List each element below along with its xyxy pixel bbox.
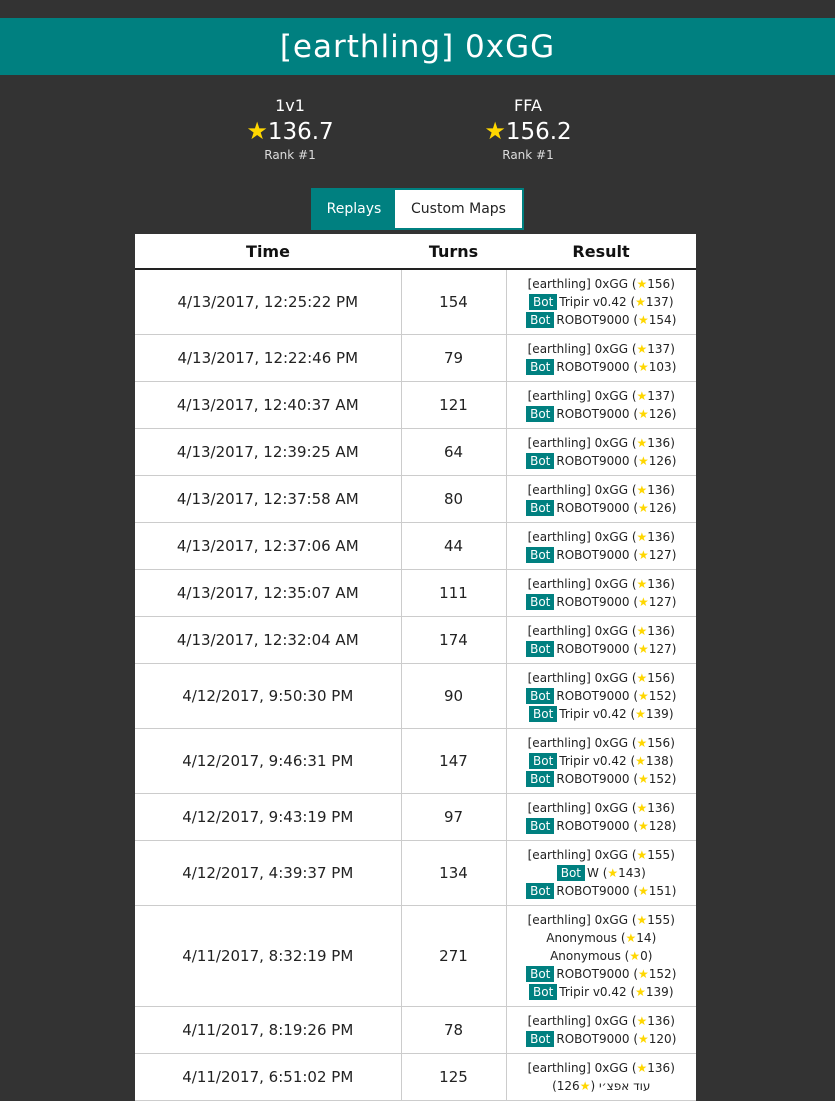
replay-time: 4/13/2017, 12:32:04 AM — [135, 616, 401, 663]
result-player: [earthling] 0xGG (★136) — [527, 482, 675, 497]
replay-result — [506, 793, 696, 840]
player-stars: 127 — [648, 594, 672, 609]
player-name[interactable]: ROBOT9000 — [556, 500, 630, 515]
replay-turns: 121 — [401, 381, 506, 428]
replay-time: 4/13/2017, 12:37:06 AM — [135, 522, 401, 569]
result-player: Bot Tripir v0.42 (★139) — [507, 705, 697, 723]
star-icon: ★ — [638, 500, 649, 515]
star-icon: ★ — [625, 930, 637, 945]
player-stars: 136 — [647, 800, 671, 815]
result-player: Bot Tripir v0.42 (★139) — [507, 983, 697, 1001]
replay-time: 4/13/2017, 12:35:07 AM — [135, 569, 401, 616]
replay-time: 4/13/2017, 12:25:22 PM — [135, 269, 401, 334]
result-player: Bot ROBOT9000 (★126) — [507, 452, 697, 470]
player-stars: 136 — [647, 1060, 671, 1075]
star-icon: ★ — [636, 800, 648, 815]
player-stars: 136 — [647, 1013, 671, 1028]
player-stars: 152 — [648, 688, 672, 703]
star-icon: ★ — [635, 294, 646, 309]
replay-time: 4/12/2017, 9:46:31 PM — [135, 728, 401, 793]
result-player: Bot ROBOT9000 (★152) — [507, 965, 697, 983]
replay-result — [506, 569, 696, 616]
table-row[interactable] — [135, 840, 696, 905]
result-player: [earthling] 0xGG (★136) — [527, 623, 675, 638]
player-name[interactable]: ROBOT9000 — [556, 359, 630, 374]
result-player: [earthling] 0xGG (★136) — [527, 1013, 675, 1028]
player-name[interactable]: ROBOT9000 — [556, 641, 630, 656]
result-player: [earthling] 0xGG (★156) — [527, 735, 675, 750]
player-stars: 128 — [648, 818, 672, 833]
player-stars: 137 — [647, 341, 671, 356]
player-name[interactable]: ROBOT9000 — [556, 818, 630, 833]
result-player: Anonymous (★0) — [550, 948, 653, 963]
player-stars: 154 — [648, 312, 672, 327]
replay-result — [506, 663, 696, 728]
bot-badge: Bot — [526, 771, 554, 787]
bot-badge: Bot — [526, 818, 554, 834]
replay-result — [506, 905, 696, 1006]
table-header-row — [135, 234, 696, 269]
star-icon: ★ — [636, 1013, 648, 1028]
result-player: [earthling] 0xGG (★136) — [527, 529, 675, 544]
table-row[interactable] — [135, 269, 696, 334]
player-name[interactable]: [earthling] 0xGG — [527, 623, 629, 638]
star-icon: ★ — [638, 594, 649, 609]
star-icon: ★ — [579, 1078, 591, 1093]
player-name[interactable]: [earthling] 0xGG — [527, 1060, 629, 1075]
replay-turns: 271 — [401, 905, 506, 1006]
result-player: Bot ROBOT9000 (★128) — [507, 817, 697, 835]
player-name[interactable]: ROBOT9000 — [556, 1031, 630, 1046]
replay-turns: 154 — [401, 269, 506, 334]
player-name[interactable]: ROBOT9000 — [556, 771, 630, 786]
result-player: Bot ROBOT9000 (★126) — [507, 499, 697, 517]
star-icon: ★ — [638, 312, 649, 327]
replay-turns: 174 — [401, 616, 506, 663]
bot-badge: Bot — [529, 984, 557, 1000]
player-name[interactable]: ROBOT9000 — [556, 594, 630, 609]
replay-turns: 90 — [401, 663, 506, 728]
result-player: Bot ROBOT9000 (★152) — [507, 687, 697, 705]
stat-mode: FFA — [514, 96, 542, 115]
player-name[interactable]: ROBOT9000 — [556, 883, 630, 898]
result-player: [earthling] 0xGG (★136) — [527, 435, 675, 450]
replay-turns: 147 — [401, 728, 506, 793]
player-stars: 127 — [648, 641, 672, 656]
page-header — [0, 18, 835, 75]
replay-result — [506, 381, 696, 428]
star-icon: ★ — [638, 547, 649, 562]
star-icon: ★ — [636, 623, 648, 638]
player-stars: 126 — [556, 1078, 580, 1093]
player-name[interactable]: [earthling] 0xGG — [527, 276, 629, 291]
player-name[interactable]: Tripir v0.42 — [559, 984, 627, 999]
bot-badge: Bot — [526, 312, 554, 328]
player-stars: 137 — [647, 388, 671, 403]
star-icon: ★ — [629, 948, 641, 963]
result-player: Bot ROBOT9000 (★127) — [507, 640, 697, 658]
player-stars: 126 — [648, 453, 672, 468]
table-row[interactable] — [135, 905, 696, 1006]
star-icon: ★ — [636, 912, 648, 927]
player-name[interactable]: [earthling] 0xGG — [527, 670, 629, 685]
player-stars: 151 — [648, 883, 672, 898]
bot-badge: Bot — [526, 688, 554, 704]
replay-result — [506, 728, 696, 793]
result-player: Bot Tripir v0.42 (★137) — [507, 293, 697, 311]
replay-time: 4/11/2017, 6:51:02 PM — [135, 1053, 401, 1100]
player-name[interactable]: Tripir v0.42 — [559, 294, 627, 309]
table-row[interactable] — [135, 334, 696, 381]
star-icon: ★ — [635, 984, 646, 999]
player-name[interactable]: ROBOT9000 — [556, 688, 630, 703]
column-header-turns: Turns — [401, 234, 506, 269]
player-stars: 136 — [647, 435, 671, 450]
player-name[interactable]: ROBOT9000 — [556, 966, 630, 981]
table-row[interactable] — [135, 569, 696, 616]
replay-turns: 64 — [401, 428, 506, 475]
result-player: Bot Tripir v0.42 (★138) — [507, 752, 697, 770]
result-player: [earthling] 0xGG (★136) — [527, 1060, 675, 1075]
player-stars: 136 — [647, 623, 671, 638]
replay-time: 4/12/2017, 9:43:19 PM — [135, 793, 401, 840]
replay-result — [506, 428, 696, 475]
stat-1v1 — [210, 96, 370, 163]
star-icon: ★ — [638, 641, 649, 656]
player-stars: 136 — [647, 576, 671, 591]
replay-result — [506, 616, 696, 663]
replay-result — [506, 334, 696, 381]
player-name[interactable]: [earthling] 0xGG — [527, 576, 629, 591]
bot-badge: Bot — [526, 966, 554, 982]
result-player: Bot ROBOT9000 (★126) — [507, 405, 697, 423]
player-stars: 136 — [647, 482, 671, 497]
star-icon: ★ — [636, 341, 648, 356]
result-player: [earthling] 0xGG (★155) — [527, 912, 675, 927]
player-name[interactable]: [earthling] 0xGG — [527, 482, 629, 497]
table-row[interactable] — [135, 728, 696, 793]
player-stars: 152 — [648, 771, 672, 786]
player-stars: 137 — [645, 294, 669, 309]
replay-turns: 97 — [401, 793, 506, 840]
star-icon: ★ — [638, 359, 649, 374]
bot-badge: Bot — [526, 641, 554, 657]
result-player: [earthling] 0xGG (★136) — [527, 576, 675, 591]
star-icon: ★ — [246, 117, 268, 145]
result-player: Bot ROBOT9000 (★127) — [507, 546, 697, 564]
star-icon: ★ — [636, 388, 648, 403]
table-row[interactable] — [135, 793, 696, 840]
star-icon: ★ — [636, 735, 648, 750]
bot-badge: Bot — [526, 453, 554, 469]
bot-badge: Bot — [526, 359, 554, 375]
star-icon: ★ — [638, 771, 649, 786]
bot-badge: Bot — [526, 594, 554, 610]
tab-replays[interactable]: Replays — [313, 190, 395, 228]
page-title: [earthling] 0xGG — [279, 28, 556, 65]
player-stars: 155 — [647, 847, 671, 862]
replays-table — [135, 234, 696, 1101]
player-stars: 126 — [648, 500, 672, 515]
result-player: [earthling] 0xGG (★136) — [527, 800, 675, 815]
stat-rating: ★156.2 — [484, 117, 572, 145]
player-name[interactable]: ROBOT9000 — [556, 453, 630, 468]
replay-result — [506, 475, 696, 522]
star-icon: ★ — [635, 753, 646, 768]
stat-mode: 1v1 — [275, 96, 305, 115]
result-player: Bot ROBOT9000 (★127) — [507, 593, 697, 611]
replay-turns: 111 — [401, 569, 506, 616]
result-player: [earthling] 0xGG (★156) — [527, 670, 675, 685]
stat-rank: Rank #1 — [502, 148, 554, 162]
result-player: Bot ROBOT9000 (★154) — [507, 311, 697, 329]
player-name[interactable]: [earthling] 0xGG — [527, 847, 629, 862]
replay-turns: 78 — [401, 1006, 506, 1053]
star-icon: ★ — [638, 1031, 649, 1046]
bot-badge: Bot — [526, 406, 554, 422]
replay-turns: 44 — [401, 522, 506, 569]
table-row[interactable] — [135, 1053, 696, 1100]
player-name[interactable]: ROBOT9000 — [556, 406, 630, 421]
result-player: Bot ROBOT9000 (★151) — [507, 882, 697, 900]
replay-time: 4/13/2017, 12:22:46 PM — [135, 334, 401, 381]
player-stars: 103 — [648, 359, 672, 374]
bot-badge: Bot — [529, 706, 557, 722]
result-player: [earthling] 0xGG (★155) — [527, 847, 675, 862]
player-stars: 139 — [645, 984, 669, 999]
player-name[interactable]: ROBOT9000 — [556, 312, 630, 327]
player-name[interactable]: [earthling] 0xGG — [527, 912, 629, 927]
player-stars: 126 — [648, 406, 672, 421]
player-name[interactable]: Anonymous — [550, 948, 621, 963]
result-player: עוד אפצ׳י (★126) — [552, 1078, 651, 1093]
bot-badge: Bot — [557, 865, 585, 881]
column-header-result: Result — [506, 234, 696, 269]
player-stars: 14 — [636, 930, 652, 945]
player-stars: 156 — [647, 735, 671, 750]
replay-result — [506, 1006, 696, 1053]
player-name[interactable]: Tripir v0.42 — [559, 706, 627, 721]
player-stars: 156 — [647, 276, 671, 291]
replay-turns: 125 — [401, 1053, 506, 1100]
player-name[interactable]: [earthling] 0xGG — [527, 800, 629, 815]
bot-badge: Bot — [529, 753, 557, 769]
table-row[interactable] — [135, 663, 696, 728]
bot-badge: Bot — [526, 1031, 554, 1047]
table-row[interactable] — [135, 1006, 696, 1053]
player-stars: 143 — [618, 865, 642, 880]
star-icon: ★ — [607, 865, 619, 880]
stat-ffa — [448, 96, 608, 163]
player-stars: 0 — [640, 948, 648, 963]
player-name[interactable]: [earthling] 0xGG — [527, 529, 629, 544]
result-player: [earthling] 0xGG (★137) — [527, 388, 675, 403]
table-row[interactable] — [135, 428, 696, 475]
star-icon: ★ — [636, 529, 648, 544]
replay-time: 4/11/2017, 8:19:26 PM — [135, 1006, 401, 1053]
replay-turns: 79 — [401, 334, 506, 381]
player-stars: 127 — [648, 547, 672, 562]
result-player: [earthling] 0xGG (★137) — [527, 341, 675, 356]
result-player: Bot ROBOT9000 (★103) — [507, 358, 697, 376]
table-row[interactable] — [135, 522, 696, 569]
star-icon: ★ — [636, 276, 648, 291]
stat-rating: ★136.7 — [246, 117, 334, 145]
table-row[interactable] — [135, 616, 696, 663]
player-stars: 156 — [647, 670, 671, 685]
stat-rank: Rank #1 — [264, 148, 316, 162]
star-icon: ★ — [636, 482, 648, 497]
star-icon: ★ — [636, 670, 648, 685]
player-name[interactable]: W — [587, 865, 599, 880]
player-name[interactable]: [earthling] 0xGG — [527, 435, 629, 450]
bot-badge: Bot — [529, 294, 557, 310]
star-icon: ★ — [484, 117, 506, 145]
replay-result — [506, 1053, 696, 1100]
column-header-time: Time — [135, 234, 401, 269]
player-name[interactable]: Anonymous — [546, 930, 618, 945]
star-icon: ★ — [636, 576, 648, 591]
player-stars: 120 — [648, 1031, 672, 1046]
replay-time: 4/13/2017, 12:39:25 AM — [135, 428, 401, 475]
player-stars: 152 — [648, 966, 672, 981]
star-icon: ★ — [636, 1060, 648, 1075]
tab-custom-maps[interactable]: Custom Maps — [395, 190, 522, 228]
result-player: Bot ROBOT9000 (★120) — [507, 1030, 697, 1048]
star-icon: ★ — [635, 706, 646, 721]
bot-badge: Bot — [526, 883, 554, 899]
replay-result — [506, 269, 696, 334]
player-stars: 138 — [645, 753, 669, 768]
player-name[interactable]: ROBOT9000 — [556, 547, 630, 562]
replay-time: 4/13/2017, 12:37:58 AM — [135, 475, 401, 522]
table-row[interactable] — [135, 475, 696, 522]
replay-time: 4/12/2017, 4:39:37 PM — [135, 840, 401, 905]
star-icon: ★ — [638, 406, 649, 421]
player-name[interactable]: [earthling] 0xGG — [527, 388, 629, 403]
star-icon: ★ — [638, 883, 649, 898]
bot-badge: Bot — [526, 547, 554, 563]
player-name[interactable]: [earthling] 0xGG — [527, 735, 629, 750]
replay-result — [506, 840, 696, 905]
player-name[interactable]: עוד אפצ׳י — [598, 1078, 651, 1093]
replay-turns: 80 — [401, 475, 506, 522]
replay-result — [506, 522, 696, 569]
star-icon: ★ — [638, 688, 649, 703]
player-name[interactable]: [earthling] 0xGG — [527, 341, 629, 356]
result-player: [earthling] 0xGG (★156) — [527, 276, 675, 291]
player-stars: 136 — [647, 529, 671, 544]
bot-badge: Bot — [526, 500, 554, 516]
player-stars: 155 — [647, 912, 671, 927]
result-player: Anonymous (★14) — [546, 930, 657, 945]
replay-turns: 134 — [401, 840, 506, 905]
star-icon: ★ — [638, 966, 649, 981]
table-row[interactable] — [135, 381, 696, 428]
star-icon: ★ — [638, 818, 649, 833]
replay-time: 4/11/2017, 8:32:19 PM — [135, 905, 401, 1006]
result-player: Bot W (★143) — [507, 864, 697, 882]
star-icon: ★ — [638, 453, 649, 468]
result-player: Bot ROBOT9000 (★152) — [507, 770, 697, 788]
star-icon: ★ — [636, 847, 648, 862]
player-name[interactable]: Tripir v0.42 — [559, 753, 627, 768]
replay-time: 4/13/2017, 12:40:37 AM — [135, 381, 401, 428]
star-icon: ★ — [636, 435, 648, 450]
player-name[interactable]: [earthling] 0xGG — [527, 1013, 629, 1028]
tab-bar — [311, 188, 524, 230]
replay-time: 4/12/2017, 9:50:30 PM — [135, 663, 401, 728]
player-stars: 139 — [645, 706, 669, 721]
